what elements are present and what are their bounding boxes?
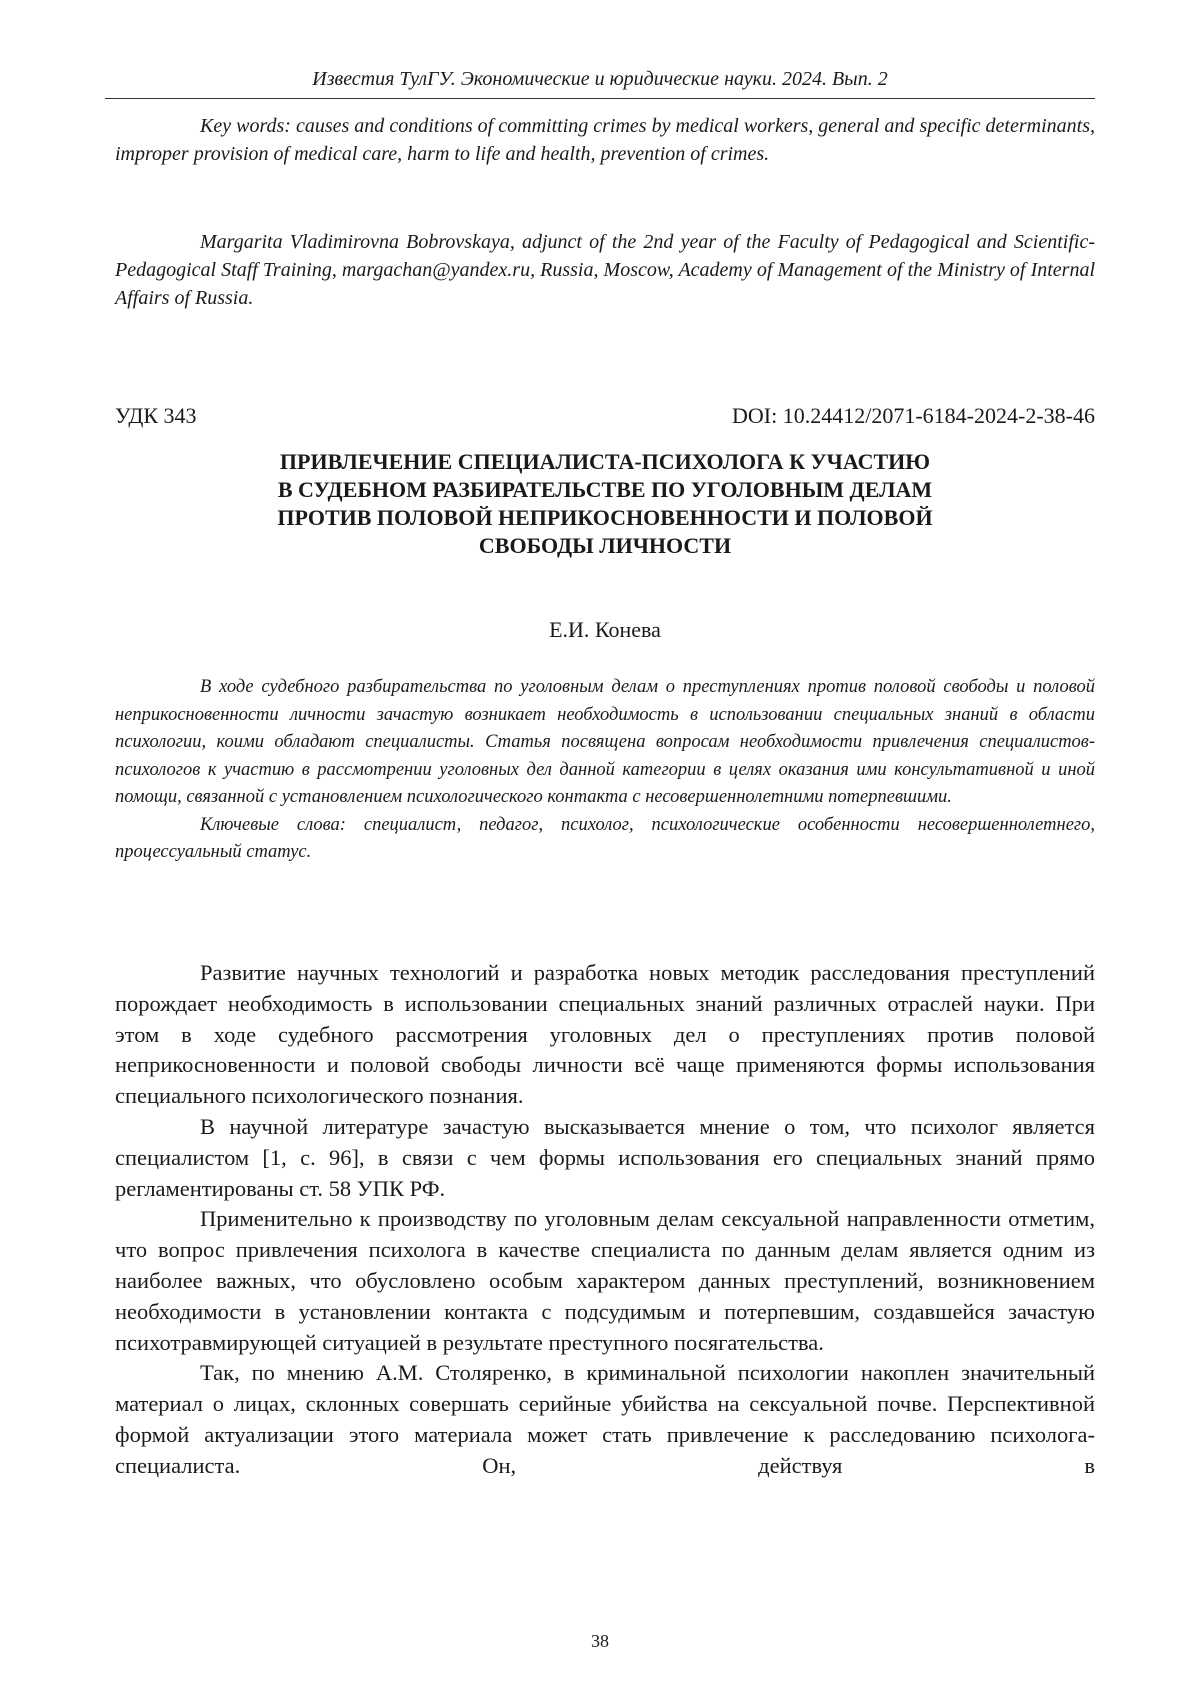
- doi-code: DOI: 10.24412/2071-6184-2024-2-38-46: [732, 403, 1095, 428]
- author-name-en: Margarita Vladimirovna Bobrovskaya: [200, 231, 510, 253]
- keywords-en: Key words: causes and conditions of committing crimes by medical workers, general and specific determinants, improper provision of medical care, harm to life and health, prevention of crimes.: [115, 115, 1095, 165]
- udk-code: УДК 343: [115, 403, 197, 428]
- article-abstract-block: [115, 674, 1095, 867]
- previous-article-keywords: [115, 112, 1095, 168]
- previous-article-author: [115, 228, 1095, 312]
- header-rule: [105, 98, 1095, 99]
- article-author: Е.И. Конева: [549, 617, 661, 642]
- body-paragraph: Применительно к производству по уголовным делам сексуальной направленности отметим, что вопрос привлечения психолога в качестве специалиста по данным делам является одним из наиболее важных, что обусловлено особым характером данных преступлений, возникновением необходимости в установлении контакта с подсудимым и потерпевшим, создавшейся зачастую психотравмирующей ситуацией в результате преступного посягательства.: [115, 1206, 1095, 1355]
- body-paragraph: В научной литературе зачастую высказывается мнение о том, что психолог является специалистом [1, с. 96], в связи с чем формы использования его специальных знаний прямо регламентированы ст. 58 УПК РФ.: [115, 1113, 1095, 1201]
- body-paragraph: Развитие научных технологий и разработка новых методик расследования преступлений порождает необходимость в использовании специальных знаний различных отраслей науки. При этом в ходе судебного рассмотрения уголовных дел о преступлениях против половой неприкосновенности и половой свободы личности всё чаще применяются формы использования специального психологического познания.: [115, 960, 1095, 1109]
- author-info-en: [115, 228, 1095, 312]
- body-paragraph: Так, по мнению А.М. Столяренко, в криминальной психологии накоплен значительный материал о лицах, склонных совершать серийные убийства на сексуальной почве. Перспективной формой актуализации этого материала может стать привлечение к расследованию психолога-специалиста. Он, действуя в: [115, 1360, 1095, 1478]
- article-body: [115, 958, 1095, 1482]
- article-abstract: В ходе судебного разбирательства по уголовным делам о преступлениях против половой свободы и половой неприкосновенности личности зачастую возникает необходимость в использовании специальных знаний в области психологии, коими обладают специалисты. Статья посвящена вопросам необходимости привлечения специалистов-психологов к участию в рассмотрении уголовных дел данной категории в целях оказания ими консультативной и иной помощи, связанной с установлением психологического контакта с несовершеннолетними потерпевшими.: [115, 677, 1095, 807]
- article-keywords: Ключевые слова: специалист, педагог, психолог, психологические особенности несовершеннолетнего, процессуальный статус.: [115, 814, 1095, 862]
- author-details-en: , adjunct of the 2nd year of the Faculty of Pedagogical and Scientific-Pedagogical Staff Training, margachan@yandex.ru, Russia, Moscow, Academy of Management of the Ministry of Internal Affairs of Russia.: [115, 231, 1095, 309]
- page-number: 38: [591, 1631, 609, 1651]
- running-header: Известия ТулГУ. Экономические и юридические науки. 2024. Вып. 2: [312, 68, 888, 90]
- article-title: ПРИВЛЕЧЕНИЕ СПЕЦИАЛИСТА-ПСИХОЛОГА К УЧАСТИЮ В СУДЕБНОМ РАЗБИРАТЕЛЬСТВЕ ПО УГОЛОВНЫМ ДЕЛАМ ПРОТИВ ПОЛОВОЙ НЕПРИКОСНОВЕННОСТИ И ПОЛОВОЙ СВОБОДЫ ЛИЧНОСТИ: [277, 449, 933, 558]
